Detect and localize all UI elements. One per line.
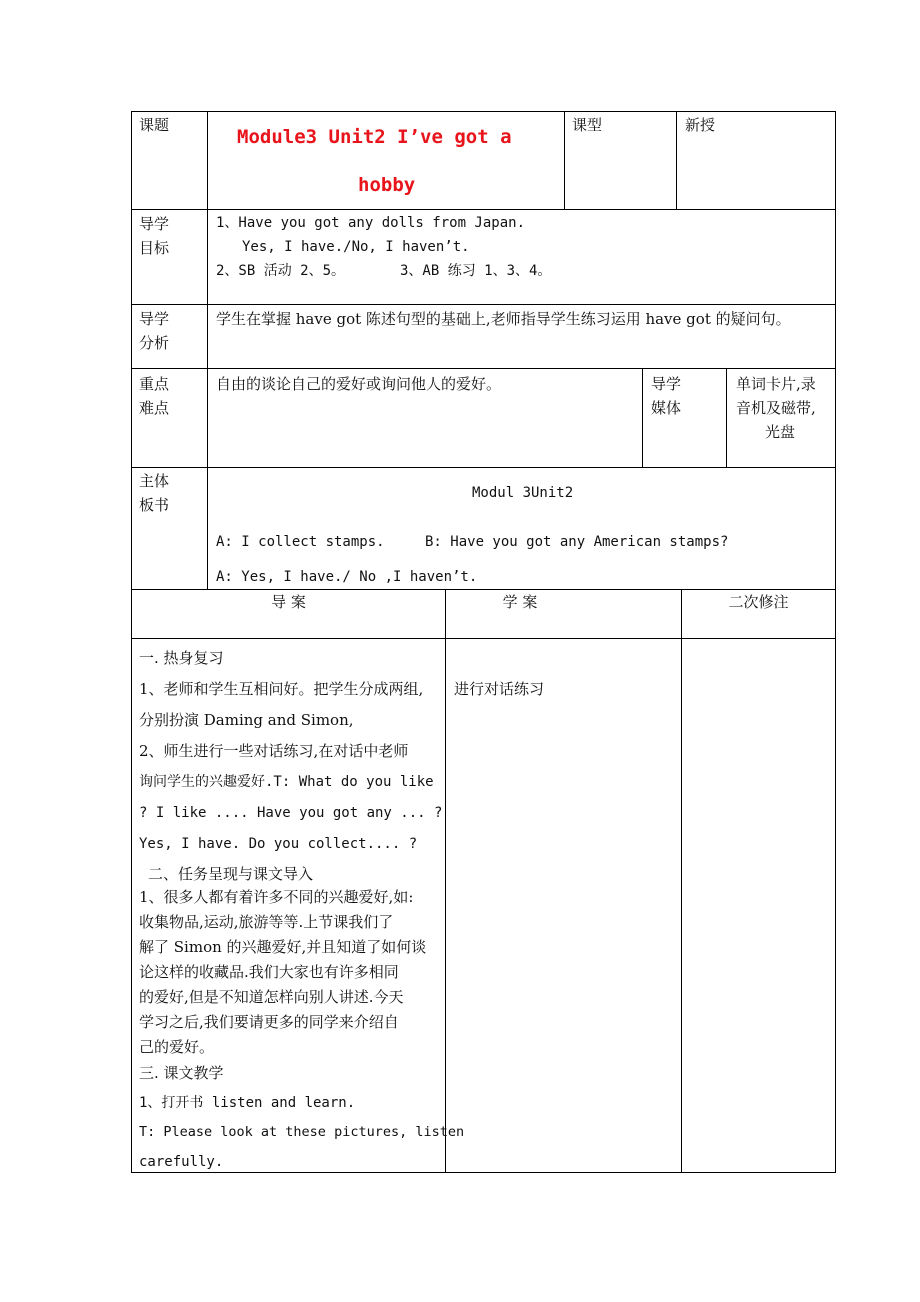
title-label: 课题	[139, 116, 170, 134]
guide-s1-line: 询问学生的兴趣爱好.T: What do you like	[139, 774, 434, 790]
guide-s1-line: ? I like .... Have you got any ... ?	[139, 805, 443, 821]
table-border-right	[835, 111, 836, 1173]
col-divider	[564, 111, 565, 209]
type-value: 新授	[685, 116, 716, 134]
media-line-2: 音机及磁带,	[736, 399, 816, 417]
row-divider	[131, 638, 836, 639]
media-line-3: 光盘	[765, 423, 796, 441]
table-border-left	[131, 111, 132, 1173]
media-line-1: 单词卡片,录	[736, 375, 816, 393]
board-heading: Modul 3Unit2	[472, 485, 574, 501]
analysis-label-1: 导学	[139, 310, 170, 328]
media-label-1: 导学	[651, 375, 682, 393]
col-divider	[207, 111, 208, 589]
guide-s1-line: Yes, I have. Do you collect.... ?	[139, 836, 418, 852]
row-divider	[131, 304, 836, 305]
guide-s1-line: 1、老师和学生互相问好。把学生分成两组,	[139, 680, 424, 698]
media-label-2: 媒体	[651, 399, 682, 417]
col-header-guide: 导 案	[271, 593, 306, 611]
guide-s2-line: 论这样的收藏品.我们大家也有许多相同	[139, 963, 399, 981]
row-divider	[131, 589, 836, 590]
guide-s3-line: 1、打开书 listen and learn.	[139, 1095, 356, 1111]
board-line-1b: B: Have you got any American stamps?	[425, 534, 729, 550]
guide-s2-line: 己的爱好。	[139, 1038, 215, 1056]
table-border-top	[131, 111, 836, 112]
keypoints-label-2: 难点	[139, 399, 170, 417]
type-label: 课型	[572, 116, 603, 134]
row-divider	[131, 467, 836, 468]
study-text: 进行对话练习	[454, 680, 545, 698]
keypoints-text: 自由的谈论自己的爱好或询问他人的爱好。	[216, 375, 502, 393]
objective-line-2: Yes, I have./No, I haven’t.	[242, 239, 470, 255]
guide-section-1-title: 一. 热身复习	[139, 649, 224, 667]
col-divider	[445, 589, 446, 1172]
col-divider	[726, 368, 727, 467]
row-divider	[131, 368, 836, 369]
guide-s1-line: 2、师生进行一些对话练习,在对话中老师	[139, 742, 409, 760]
objective-line-1: 1、Have you got any dolls from Japan.	[216, 215, 526, 231]
guide-section-3-title: 三. 课文教学	[139, 1064, 224, 1082]
guide-s3-line: carefully.	[139, 1154, 224, 1170]
objectives-label-1: 导学	[139, 215, 170, 233]
analysis-text: 学生在掌握 have got 陈述句型的基础上,老师指导学生练习运用 have got 的疑问句。	[216, 310, 791, 328]
col-header-revision: 二次修注	[728, 593, 789, 611]
board-line-2: A: Yes, I have./ No ,I haven’t.	[216, 569, 478, 585]
board-line-1a: A: I collect stamps.	[216, 534, 385, 550]
guide-s2-line: 学习之后,我们要请更多的同学来介绍自	[139, 1013, 399, 1031]
guide-s3-line: T: Please look at these pictures, listen	[139, 1124, 465, 1140]
lesson-title-line1: Module3 Unit2 I’ve got a	[237, 126, 512, 148]
objective-line-3b: 3、AB 练习 1、3、4。	[400, 263, 552, 279]
guide-section-2-title: 二、任务呈现与课文导入	[148, 865, 314, 883]
guide-s2-line: 的爱好,但是不知道怎样向别人讲述.今天	[139, 988, 404, 1006]
guide-s2-line: 1、很多人都有着许多不同的兴趣爱好,如:	[139, 888, 414, 906]
objective-line-3a: 2、SB 活动 2、5。	[216, 263, 346, 279]
table-border-bottom	[131, 1172, 836, 1173]
objectives-label-2: 目标	[139, 239, 170, 257]
board-label-2: 板书	[139, 496, 170, 514]
col-divider	[676, 111, 677, 209]
row-divider	[131, 209, 836, 210]
col-divider	[642, 368, 643, 467]
col-divider	[681, 589, 682, 1172]
keypoints-label-1: 重点	[139, 375, 170, 393]
board-label-1: 主体	[139, 472, 170, 490]
guide-s1-line: 分别扮演 Daming and Simon,	[139, 711, 354, 729]
guide-s2-line: 收集物品,运动,旅游等等.上节课我们了	[139, 913, 394, 931]
col-header-study: 学 案	[502, 593, 538, 611]
guide-s2-line: 解了 Simon 的兴趣爱好,并且知道了如何谈	[139, 938, 427, 956]
lesson-title-line2: hobby	[358, 174, 416, 196]
analysis-label-2: 分析	[139, 334, 170, 352]
